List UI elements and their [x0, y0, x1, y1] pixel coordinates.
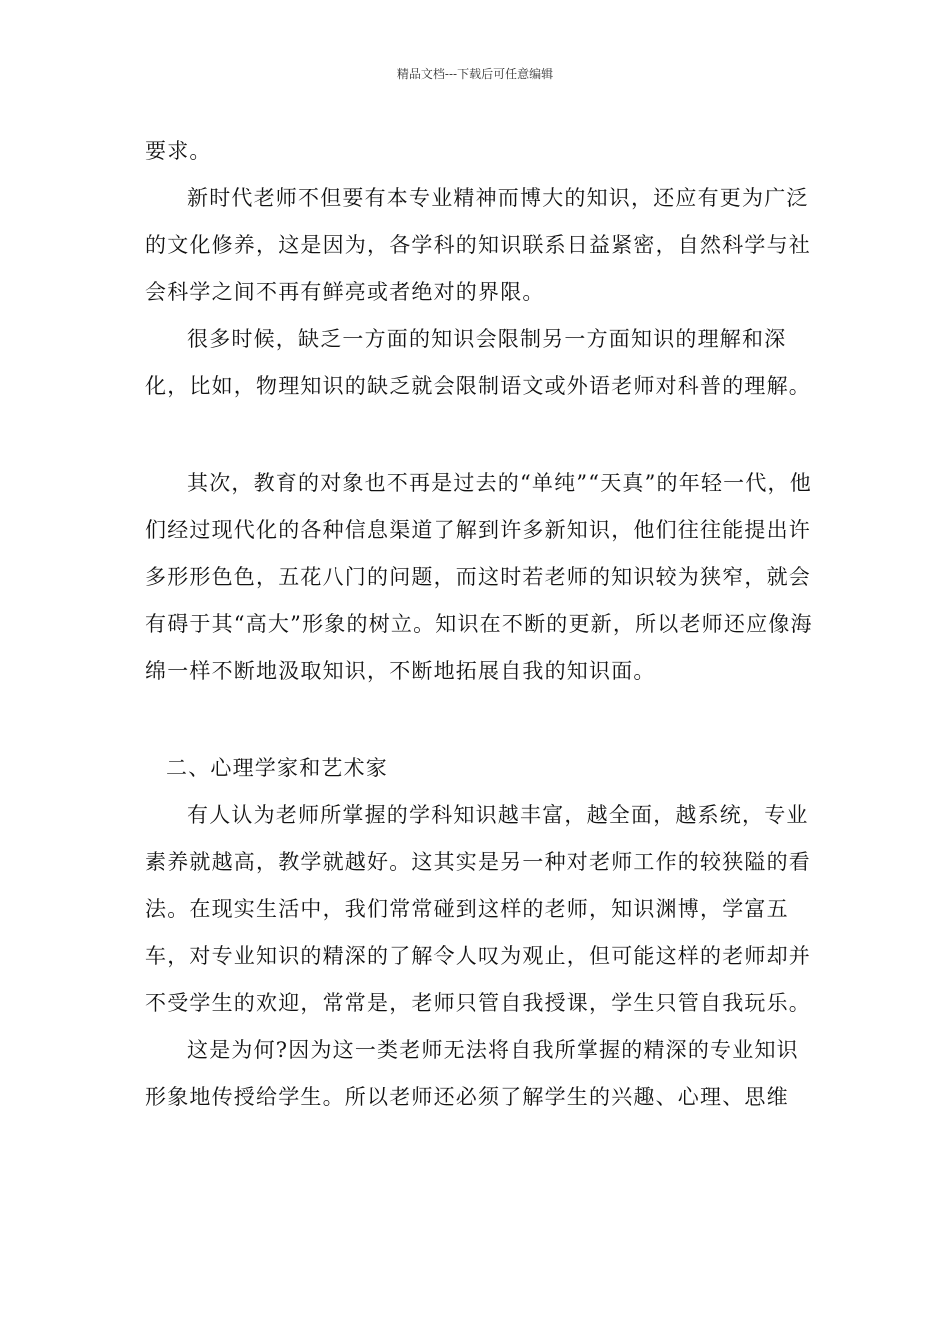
document-body: [145, 128, 817, 1121]
paragraph-narrow-view: 有人认为老师所掌握的学科知识越丰富，越全面，越系统，专业素养就越高，教学就越好。这其实是另一种对老师工作的较狭隘的看法。在现实生活中，我们常常碰到这样的老师，知识渊博，学富五车，对专业知识的精深的了解令人叹为观止，但可能这样的老师却并不受学生的欢迎，常常是，老师只管自我授课，学生只管自我玩乐。: [145, 803, 811, 1015]
paragraph-why: 这是为何?因为这一类老师无法将自我所掌握的精深的专业知识形象地传授给学生。所以老师还必须了解学生的兴趣、心理、思维: [145, 1038, 799, 1109]
paragraph-broad-culture: 新时代老师不但要有本专业精神而博大的知识，还应有更为广泛的文化修养，这是因为，各学科的知识联系日益紧密，自然科学与社会科学之间不再有鲜亮或者绝对的界限。: [145, 186, 811, 304]
section-heading-psychologist-artist: 二、心理学家和艺术家: [166, 756, 388, 780]
paragraph-continuation: 要求。: [145, 139, 212, 163]
paragraph-knowledge-limits: 很多时候，缺乏一方面的知识会限制另一方面知识的理解和深化，比如，物理知识的缺乏就会限制语文或外语老师对科普的理解。: [145, 327, 811, 398]
paragraph-education-objects: 其次，教育的对象也不再是过去的“单纯”“天真”的年轻一代，他们经过现代化的各种信息渠道了解到许多新知识，他们往往能提出许多形形色色，五花八门的问题，而这时若老师的知识较为狭窄，就会有碍于其“高大”形象的树立。知识在不断的更新，所以老师还应像海绵一样不断地汲取知识，不断地拓展自我的知识面。: [145, 471, 813, 683]
page-header-watermark: 精品文档---下载后可任意编辑: [396, 67, 554, 81]
